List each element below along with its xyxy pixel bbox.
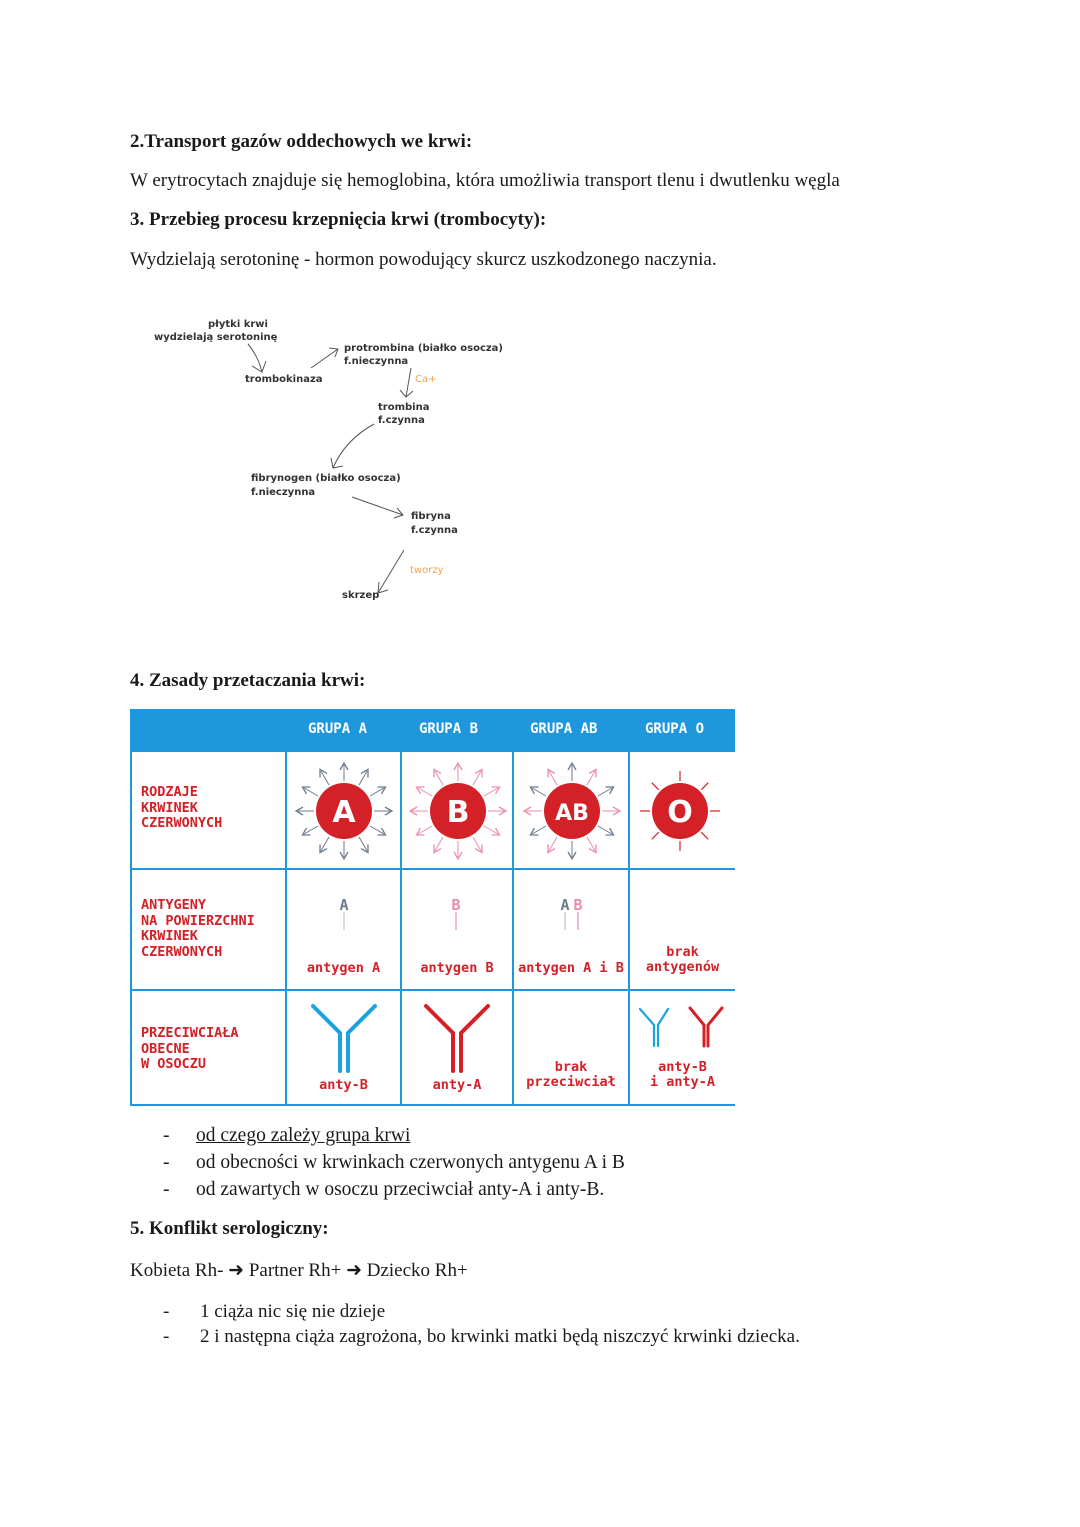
table-border-left: [130, 752, 132, 1106]
diagram-trombina-line1: trombina: [378, 402, 430, 413]
antibody-caption-a: anty-B: [319, 1077, 368, 1093]
section-3-text: Wydzielają serotoninę - hormon powodujący skurcz uszkodzonego naczynia.: [130, 249, 717, 270]
list-item: - od czego zależy grupa krwi: [163, 1125, 411, 1146]
antigen-spike: [484, 788, 498, 796]
diagram-plytki-line2: wydzielają serotoninę: [154, 332, 278, 343]
section-5-bullets: [163, 1299, 800, 1349]
antigen-caption-a: antygen A: [306, 960, 381, 976]
diagram-skrzep: skrzep: [342, 590, 380, 601]
antigen-ab-letter-a: A: [560, 896, 570, 914]
antigen-spike: [598, 788, 612, 796]
section-2-heading: 2.Transport gazów oddechowych we krwi:: [130, 131, 473, 152]
antigen-spike: [701, 783, 708, 790]
antigen-spike: [304, 826, 318, 834]
section-4-bullets: [163, 1122, 625, 1203]
antigen-spike: [701, 832, 708, 839]
section-3-heading: 3. Przebieg procesu krzepnięcia krwi (trombocyty):: [130, 209, 547, 230]
blood-type-table: [130, 709, 735, 1106]
section-5-flow: Kobieta Rh- ➜ Partner Rh+ ➜ Dziecko Rh+: [130, 1260, 468, 1281]
antigen-spike: [532, 788, 546, 796]
antibody-caption-ab: brak przeciwciał: [526, 1059, 616, 1090]
list-item: - 1 ciąża nic się nie dzieje: [163, 1301, 386, 1322]
cell-o-erythrocyte: [630, 754, 735, 867]
antigen-spike: [359, 837, 367, 851]
antigen-caption-b: antygen B: [420, 960, 494, 976]
antigen-spike: [321, 771, 329, 785]
diagram-plytki-line1: płytki krwi: [208, 319, 268, 330]
erythrocyte-a-letter: A: [332, 795, 356, 830]
header-grupa-b: GRUPA B: [419, 721, 479, 737]
antigen-spike: [321, 837, 329, 851]
antigen-spike: [587, 771, 595, 785]
row-label-antygeny: ANTYGENY NA POWIERZCHNI KRWINEK CZERWONYCH: [141, 897, 255, 960]
antigen-spike: [598, 826, 612, 834]
erythrocyte-o-letter: O: [667, 795, 693, 830]
antigen-spike: [359, 771, 367, 785]
antibody-caption-o: anty-B i anty-A: [649, 1059, 716, 1090]
arrow-to-protrombina: [311, 349, 338, 368]
diagram-tworzy: tworzy: [410, 565, 444, 576]
cell-b-erythrocyte: [402, 754, 512, 867]
diagram-fibrynogen-line1: fibrynogen (białko osocza): [251, 473, 401, 484]
antigen-spike: [532, 826, 546, 834]
header-grupa-a: GRUPA A: [308, 721, 368, 737]
list-item: - od obecności w krwinkach czerwonych antygenu A i B: [163, 1152, 625, 1173]
cell-ab-erythrocyte: [514, 754, 628, 867]
antigen-a-letter: A: [339, 896, 349, 914]
diagram-fibryna-line1: fibryna: [411, 511, 451, 522]
erythrocyte-ab-letter: AB: [555, 801, 589, 826]
antigen-spike: [484, 826, 498, 834]
antibody-caption-b: anty-A: [432, 1077, 482, 1093]
arrow-to-skrzep: [378, 550, 404, 593]
antigen-b-letter: B: [451, 896, 461, 914]
table-border-bottom: [130, 1104, 735, 1106]
antigen-ab-letter-b: B: [573, 896, 583, 914]
arrow-to-fibryna: [352, 497, 403, 515]
antigen-spike: [652, 832, 659, 839]
diagram-ca: Ca+: [415, 374, 437, 385]
antigen-spike: [652, 783, 659, 790]
section-4-heading: 4. Zasady przetaczania krwi:: [130, 670, 366, 691]
row-label-przeciwciala: PRZECIWCIAŁA OBECNE W OSOCZU: [141, 1025, 239, 1072]
section-2-text: W erytrocytach znajduje się hemoglobina, która umożliwia transport tlenu i dwutlenku węgla: [130, 170, 840, 191]
diagram-protrombina-line2: f.nieczynna: [344, 356, 409, 367]
antigen-caption-o: brak antygenów: [645, 944, 720, 975]
diagram-fibrynogen-line2: f.nieczynna: [251, 487, 316, 498]
antigen-spike: [549, 771, 557, 785]
antigen-spike: [435, 771, 443, 785]
antigen-spike: [370, 826, 384, 834]
header-grupa-ab: GRUPA AB: [530, 721, 598, 737]
antigen-spike: [370, 788, 384, 796]
antigen-spike: [418, 826, 432, 834]
antigen-spike: [435, 837, 443, 851]
arrow-to-fibrynogen: [333, 424, 374, 468]
cell-a-erythrocyte: [287, 754, 400, 867]
list-item: - od zawartych w osoczu przeciwciał anty-A i anty-B.: [163, 1179, 605, 1200]
header-grupa-o: GRUPA O: [645, 721, 705, 737]
antigen-spike: [473, 837, 481, 851]
antigen-spike: [304, 788, 318, 796]
antigen-spike: [473, 771, 481, 785]
erythrocyte-b-letter: B: [446, 795, 470, 830]
diagram-protrombina-line1: protrombina (białko osocza): [344, 343, 504, 354]
antigen-spike: [587, 837, 595, 851]
list-item: - 2 i następna ciąża zagrożona, bo krwinki matki będą niszczyć krwinki dziecka.: [163, 1326, 800, 1347]
section-5-heading: 5. Konflikt serologiczny:: [130, 1218, 329, 1239]
row-label-rodzaje: RODZAJE KRWINEK CZERWONYCH: [141, 784, 223, 831]
diagram-trombina-line2: f.czynna: [378, 415, 425, 426]
diagram-trombokinaza: trombokinaza: [245, 374, 323, 385]
arrow-to-trombina: [406, 368, 411, 397]
diagram-fibryna-line2: f.czynna: [411, 525, 458, 536]
antigen-spike: [418, 788, 432, 796]
antigen-caption-ab: antygen A i B: [518, 960, 624, 976]
diagram-arrows: [0, 0, 1080, 620]
antigen-spike: [549, 837, 557, 851]
